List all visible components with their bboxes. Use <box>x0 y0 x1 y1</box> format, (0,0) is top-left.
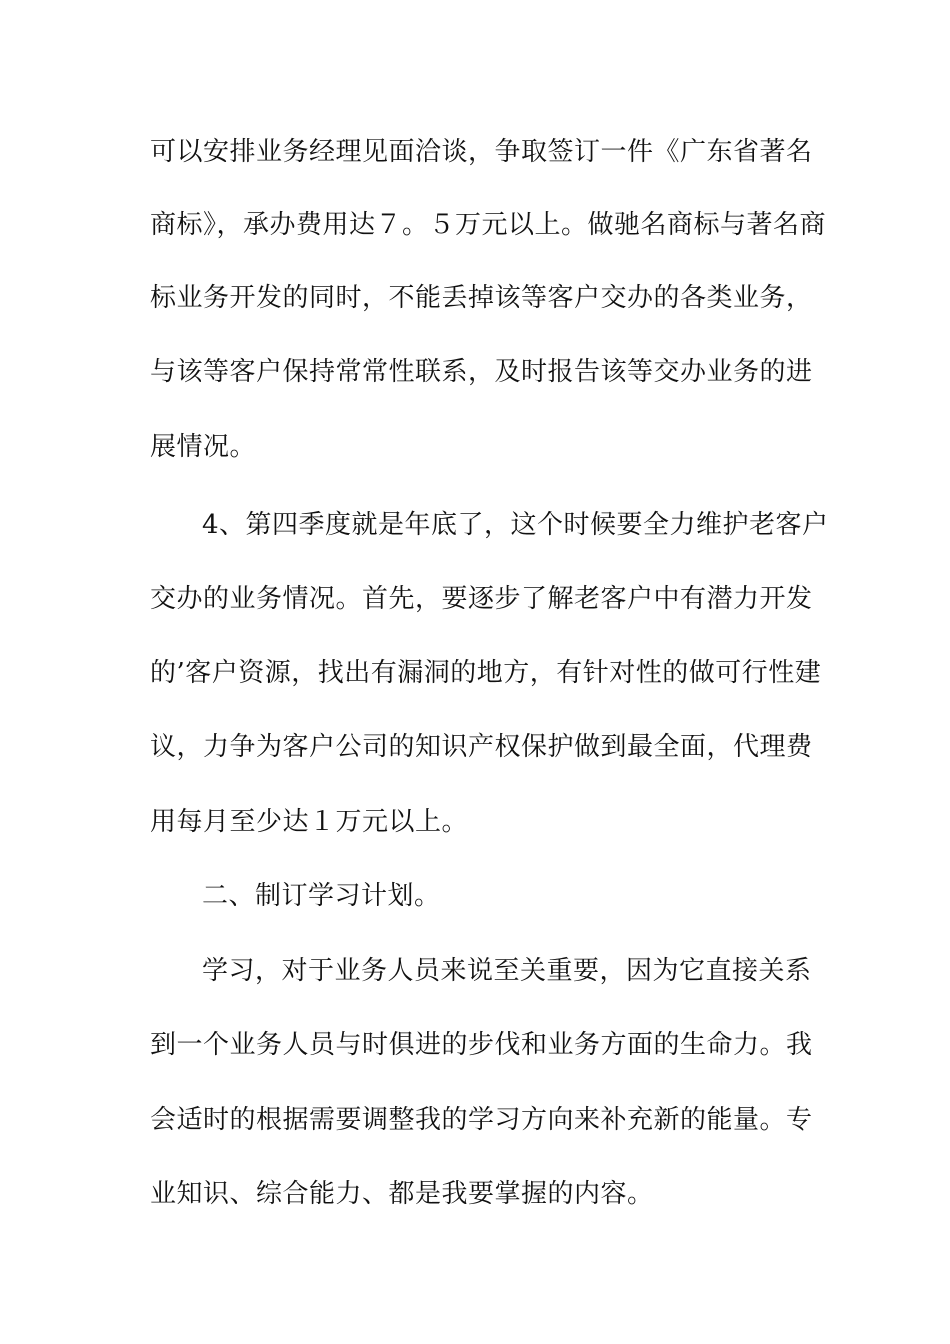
paragraph-line: 会适时的根据需要调整我的学习方向来补充新的能量。专 <box>150 1105 813 1135</box>
paragraph-line: 学习，对于业务人员来说至关重要，因为它直接关系 <box>202 956 812 986</box>
paragraph-line: 商标》，承办费用达７。５万元以上。做驰名商标与著名商 <box>150 210 827 240</box>
paragraph-line: 业知识、综合能力、都是我要掌握的内容。 <box>150 1179 654 1209</box>
paragraph-line: 用每月至少达１万元以上。 <box>150 807 469 837</box>
paragraph-line: 4、第四季度就是年底了，这个时候要全力维护老客户 <box>202 510 829 540</box>
paragraph-line: 的’客户资源，找出有漏洞的地方，有针对性的做可行性建 <box>150 658 822 688</box>
paragraph-line: 可以安排业务经理见面洽谈，争取签订一件《广东省著名 <box>150 137 813 167</box>
paragraph-line: 交办的业务情况。首先，要逐步了解老客户中有潜力开发 <box>150 584 813 614</box>
paragraph-line: 标业务开发的同时，不能丢掉该等客户交办的各类业务， <box>150 283 813 313</box>
paragraph-line: 与该等客户保持常常性联系，及时报告该等交办业务的进 <box>150 357 813 387</box>
paragraph-line: 到一个业务人员与时俱进的步伐和业务方面的生命力。我 <box>150 1030 813 1060</box>
paragraph-line: 展情况。 <box>150 432 257 462</box>
section-heading: 二、制订学习计划。 <box>202 881 441 911</box>
paragraph-line: 议，力争为客户公司的知识产权保护做到最全面，代理费 <box>150 732 813 762</box>
